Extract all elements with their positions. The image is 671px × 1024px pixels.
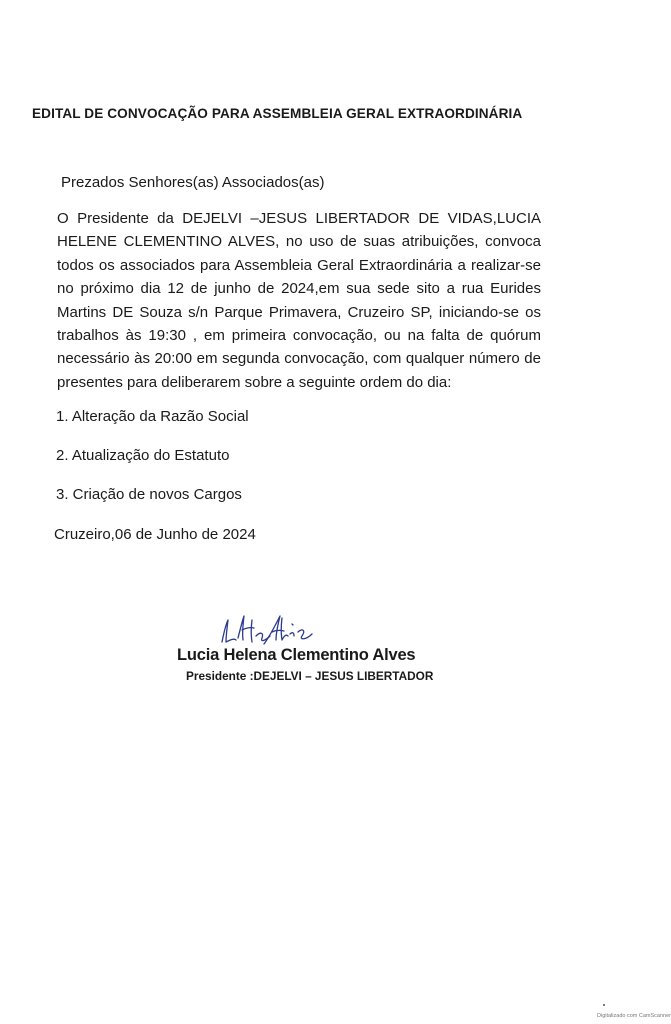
agenda-item-1: 1. Alteração da Razão Social: [56, 408, 249, 425]
agenda-item-2: 2. Atualização do Estatuto: [56, 447, 230, 464]
greeting-line: Prezados Senhores(as) Associados(as): [61, 174, 325, 191]
scan-dot: [603, 1004, 605, 1006]
agenda-item-3: 3. Criação de novos Cargos: [56, 486, 242, 503]
signer-name: Lucia Helena Clementino Alves: [177, 646, 416, 664]
signer-role: Presidente :DEJELVI – JESUS LIBERTADOR: [186, 669, 434, 683]
scanner-watermark: Digitalizado com CamScanner: [597, 1013, 671, 1019]
convocation-paragraph: O Presidente da DEJELVI –JESUS LIBERTADOR DE VIDAS,LUCIA HELENE CLEMENTINO ALVES, no uso de suas atribuições, convoca todos os associados para Assembleia Geral Extraordinária a realizar-se no próximo dia 12 de junho de 2024,em sua sede sito a rua Eurides Martins DE Souza s/n Parque Primavera, Cruzeiro SP, iniciando-se os trabalhos às 19:30 , em primeira convocação, ou na falta de quórum necessário às 20:00 em segunda convocação, com qualquer número de presentes para deliberarem sobre a seguinte ordem do dia:: [57, 210, 541, 391]
date-line: Cruzeiro,06 de Junho de 2024: [54, 526, 256, 543]
document-title: EDITAL DE CONVOCAÇÃO PARA ASSEMBLEIA GERAL EXTRAORDINÁRIA: [32, 106, 523, 121]
